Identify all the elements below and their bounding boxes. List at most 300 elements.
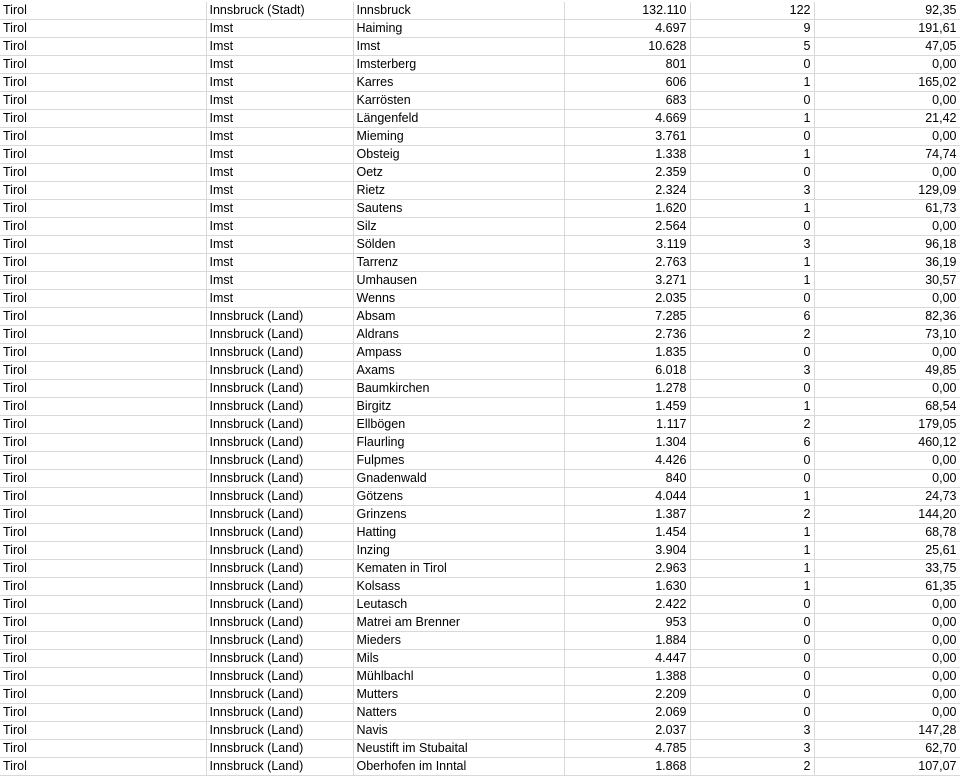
table-row: [0, 452, 960, 470]
cell-district[interactable]: Innsbruck (Land): [206, 614, 353, 632]
cell-district[interactable]: Innsbruck (Land): [206, 542, 353, 560]
cell-district[interactable]: Innsbruck (Land): [206, 524, 353, 542]
cell-incidence[interactable]: 33,75: [814, 560, 960, 578]
cell-state[interactable]: Tirol: [0, 164, 206, 182]
cell-incidence[interactable]: 74,74: [814, 146, 960, 164]
cell-district[interactable]: Imst: [206, 200, 353, 218]
table-row: [0, 74, 960, 92]
cell-state[interactable]: Tirol: [0, 398, 206, 416]
cell-municipality[interactable]: Mils: [353, 650, 564, 668]
cell-cases[interactable]: 0: [690, 704, 814, 722]
table-row: [0, 398, 960, 416]
cell-population[interactable]: 2.037: [564, 722, 690, 740]
cell-municipality[interactable]: Ampass: [353, 344, 564, 362]
table-row: [0, 146, 960, 164]
cell-municipality[interactable]: Götzens: [353, 488, 564, 506]
cell-population[interactable]: 2.763: [564, 254, 690, 272]
table-row: [0, 488, 960, 506]
cell-state[interactable]: Tirol: [0, 668, 206, 686]
cell-incidence[interactable]: 24,73: [814, 488, 960, 506]
cell-district[interactable]: Imst: [206, 272, 353, 290]
cell-municipality[interactable]: Absam: [353, 308, 564, 326]
cell-state[interactable]: Tirol: [0, 200, 206, 218]
cell-district[interactable]: Innsbruck (Land): [206, 740, 353, 758]
cell-district[interactable]: Imst: [206, 128, 353, 146]
cell-incidence[interactable]: 0,00: [814, 470, 960, 488]
cell-state[interactable]: Tirol: [0, 704, 206, 722]
cell-district[interactable]: Innsbruck (Land): [206, 650, 353, 668]
cell-population[interactable]: 1.884: [564, 632, 690, 650]
cell-incidence[interactable]: 21,42: [814, 110, 960, 128]
cell-cases[interactable]: 0: [690, 668, 814, 686]
cell-population[interactable]: 2.422: [564, 596, 690, 614]
cell-population[interactable]: 1.387: [564, 506, 690, 524]
cell-state[interactable]: Tirol: [0, 524, 206, 542]
cell-cases[interactable]: 1: [690, 254, 814, 272]
cell-cases[interactable]: 1: [690, 560, 814, 578]
cell-incidence[interactable]: 68,54: [814, 398, 960, 416]
cell-district[interactable]: Innsbruck (Land): [206, 632, 353, 650]
table-row: [0, 110, 960, 128]
cell-state[interactable]: Tirol: [0, 20, 206, 38]
cell-district[interactable]: Innsbruck (Land): [206, 416, 353, 434]
cell-district[interactable]: Imst: [206, 254, 353, 272]
cell-state[interactable]: Tirol: [0, 488, 206, 506]
cell-cases[interactable]: 2: [690, 506, 814, 524]
cell-population[interactable]: 6.018: [564, 362, 690, 380]
cell-district[interactable]: Innsbruck (Stadt): [206, 2, 353, 20]
cell-state[interactable]: Tirol: [0, 38, 206, 56]
cell-population[interactable]: 1.459: [564, 398, 690, 416]
cell-municipality[interactable]: Innsbruck: [353, 2, 564, 20]
table-row: [0, 740, 960, 758]
cell-cases[interactable]: 1: [690, 74, 814, 92]
cell-municipality[interactable]: Imsterberg: [353, 56, 564, 74]
cell-incidence[interactable]: 61,73: [814, 200, 960, 218]
cell-district[interactable]: Imst: [206, 20, 353, 38]
table-row: [0, 596, 960, 614]
cell-cases[interactable]: 1: [690, 398, 814, 416]
cell-cases[interactable]: 2: [690, 758, 814, 776]
cell-population[interactable]: 2.035: [564, 290, 690, 308]
cell-cases[interactable]: 3: [690, 236, 814, 254]
cell-district[interactable]: Innsbruck (Land): [206, 380, 353, 398]
cell-cases[interactable]: 1: [690, 272, 814, 290]
cell-district[interactable]: Innsbruck (Land): [206, 470, 353, 488]
cell-state[interactable]: Tirol: [0, 542, 206, 560]
cell-district[interactable]: Imst: [206, 56, 353, 74]
cell-state[interactable]: Tirol: [0, 632, 206, 650]
cell-incidence[interactable]: 73,10: [814, 326, 960, 344]
cell-state[interactable]: Tirol: [0, 2, 206, 20]
cell-cases[interactable]: 1: [690, 488, 814, 506]
cell-incidence[interactable]: 0,00: [814, 56, 960, 74]
cell-cases[interactable]: 1: [690, 200, 814, 218]
cell-incidence[interactable]: 36,19: [814, 254, 960, 272]
cell-municipality[interactable]: Ellbögen: [353, 416, 564, 434]
cell-population[interactable]: 4.044: [564, 488, 690, 506]
cell-municipality[interactable]: Wenns: [353, 290, 564, 308]
cell-cases[interactable]: 1: [690, 110, 814, 128]
cell-cases[interactable]: 0: [690, 56, 814, 74]
cell-district[interactable]: Innsbruck (Land): [206, 452, 353, 470]
cell-district[interactable]: Imst: [206, 236, 353, 254]
cell-district[interactable]: Imst: [206, 146, 353, 164]
cell-district[interactable]: Innsbruck (Land): [206, 326, 353, 344]
table-row: [0, 20, 960, 38]
cell-state[interactable]: Tirol: [0, 434, 206, 452]
cell-municipality[interactable]: Oetz: [353, 164, 564, 182]
cell-municipality[interactable]: Birgitz: [353, 398, 564, 416]
cell-municipality[interactable]: Aldrans: [353, 326, 564, 344]
cell-population[interactable]: 3.904: [564, 542, 690, 560]
cell-population[interactable]: 1.630: [564, 578, 690, 596]
cell-district[interactable]: Innsbruck (Land): [206, 488, 353, 506]
cell-state[interactable]: Tirol: [0, 290, 206, 308]
cell-cases[interactable]: 0: [690, 686, 814, 704]
cell-population[interactable]: 606: [564, 74, 690, 92]
cell-state[interactable]: Tirol: [0, 218, 206, 236]
cell-cases[interactable]: 0: [690, 470, 814, 488]
cell-incidence[interactable]: 0,00: [814, 92, 960, 110]
cell-municipality[interactable]: Gnadenwald: [353, 470, 564, 488]
cell-incidence[interactable]: 191,61: [814, 20, 960, 38]
table-row: [0, 308, 960, 326]
table-row: [0, 182, 960, 200]
cell-population[interactable]: 4.447: [564, 650, 690, 668]
cell-municipality[interactable]: Karrösten: [353, 92, 564, 110]
table-row: [0, 128, 960, 146]
cell-district[interactable]: Imst: [206, 92, 353, 110]
cell-incidence[interactable]: 179,05: [814, 416, 960, 434]
cell-state[interactable]: Tirol: [0, 740, 206, 758]
cell-cases[interactable]: 0: [690, 650, 814, 668]
cell-incidence[interactable]: 0,00: [814, 452, 960, 470]
cell-district[interactable]: Innsbruck (Land): [206, 596, 353, 614]
table-row: [0, 632, 960, 650]
cell-incidence[interactable]: 0,00: [814, 380, 960, 398]
cell-incidence[interactable]: 0,00: [814, 686, 960, 704]
table-row: [0, 704, 960, 722]
cell-population[interactable]: 2.324: [564, 182, 690, 200]
cell-incidence[interactable]: 47,05: [814, 38, 960, 56]
cell-population[interactable]: 953: [564, 614, 690, 632]
sheet-body: [0, 2, 960, 776]
cell-population[interactable]: 4.669: [564, 110, 690, 128]
cell-state[interactable]: Tirol: [0, 110, 206, 128]
cell-municipality[interactable]: Rietz: [353, 182, 564, 200]
cell-incidence[interactable]: 0,00: [814, 596, 960, 614]
cell-district[interactable]: Innsbruck (Land): [206, 758, 353, 776]
cell-cases[interactable]: 1: [690, 524, 814, 542]
cell-municipality[interactable]: Umhausen: [353, 272, 564, 290]
table-row: [0, 2, 960, 20]
cell-population[interactable]: 4.426: [564, 452, 690, 470]
table-row: [0, 200, 960, 218]
cell-cases[interactable]: 0: [690, 218, 814, 236]
cell-municipality[interactable]: Sautens: [353, 200, 564, 218]
table-row: [0, 614, 960, 632]
cell-municipality[interactable]: Leutasch: [353, 596, 564, 614]
cell-state[interactable]: Tirol: [0, 272, 206, 290]
cell-municipality[interactable]: Oberhofen im Inntal: [353, 758, 564, 776]
cell-district[interactable]: Innsbruck (Land): [206, 722, 353, 740]
cell-cases[interactable]: 0: [690, 128, 814, 146]
cell-state[interactable]: Tirol: [0, 686, 206, 704]
cell-population[interactable]: 1.454: [564, 524, 690, 542]
cell-state[interactable]: Tirol: [0, 146, 206, 164]
cell-municipality[interactable]: Matrei am Brenner: [353, 614, 564, 632]
cell-incidence[interactable]: 129,09: [814, 182, 960, 200]
cell-incidence[interactable]: 0,00: [814, 704, 960, 722]
cell-cases[interactable]: 6: [690, 434, 814, 452]
cell-state[interactable]: Tirol: [0, 128, 206, 146]
table-row: [0, 434, 960, 452]
cell-cases[interactable]: 0: [690, 380, 814, 398]
cell-incidence[interactable]: 0,00: [814, 128, 960, 146]
cell-population[interactable]: 4.785: [564, 740, 690, 758]
cell-cases[interactable]: 5: [690, 38, 814, 56]
table-row: [0, 722, 960, 740]
cell-incidence[interactable]: 0,00: [814, 614, 960, 632]
cell-cases[interactable]: 3: [690, 362, 814, 380]
table-row: [0, 38, 960, 56]
table-row: [0, 470, 960, 488]
cell-state[interactable]: Tirol: [0, 416, 206, 434]
cell-municipality[interactable]: Hatting: [353, 524, 564, 542]
cell-state[interactable]: Tirol: [0, 650, 206, 668]
cell-district[interactable]: Innsbruck (Land): [206, 434, 353, 452]
cell-municipality[interactable]: Neustift im Stubaital: [353, 740, 564, 758]
cell-state[interactable]: Tirol: [0, 758, 206, 776]
cell-municipality[interactable]: Mieders: [353, 632, 564, 650]
cell-population[interactable]: 2.736: [564, 326, 690, 344]
cell-incidence[interactable]: 30,57: [814, 272, 960, 290]
cell-state[interactable]: Tirol: [0, 326, 206, 344]
table-row: [0, 290, 960, 308]
cell-population[interactable]: 683: [564, 92, 690, 110]
cell-district[interactable]: Imst: [206, 182, 353, 200]
cell-municipality[interactable]: Navis: [353, 722, 564, 740]
cell-district[interactable]: Innsbruck (Land): [206, 506, 353, 524]
cell-cases[interactable]: 0: [690, 92, 814, 110]
cell-municipality[interactable]: Haiming: [353, 20, 564, 38]
cell-municipality[interactable]: Axams: [353, 362, 564, 380]
cell-population[interactable]: 840: [564, 470, 690, 488]
table-row: [0, 524, 960, 542]
table-row: [0, 236, 960, 254]
table-row: [0, 542, 960, 560]
table-row: [0, 560, 960, 578]
cell-incidence[interactable]: 0,00: [814, 668, 960, 686]
cell-incidence[interactable]: 62,70: [814, 740, 960, 758]
cell-state[interactable]: Tirol: [0, 182, 206, 200]
cell-population[interactable]: 2.963: [564, 560, 690, 578]
cell-municipality[interactable]: Inzing: [353, 542, 564, 560]
cell-incidence[interactable]: 68,78: [814, 524, 960, 542]
cell-district[interactable]: Innsbruck (Land): [206, 308, 353, 326]
cell-cases[interactable]: 0: [690, 290, 814, 308]
cell-cases[interactable]: 1: [690, 542, 814, 560]
cell-state[interactable]: Tirol: [0, 92, 206, 110]
cell-cases[interactable]: 2: [690, 326, 814, 344]
table-row: [0, 578, 960, 596]
table-row: [0, 758, 960, 776]
cell-municipality[interactable]: Tarrenz: [353, 254, 564, 272]
cell-state[interactable]: Tirol: [0, 236, 206, 254]
cell-state[interactable]: Tirol: [0, 470, 206, 488]
cell-district[interactable]: Innsbruck (Land): [206, 578, 353, 596]
cell-state[interactable]: Tirol: [0, 578, 206, 596]
cell-state[interactable]: Tirol: [0, 560, 206, 578]
cell-incidence[interactable]: 165,02: [814, 74, 960, 92]
cell-district[interactable]: Innsbruck (Land): [206, 560, 353, 578]
cell-district[interactable]: Imst: [206, 38, 353, 56]
cell-population[interactable]: 2.359: [564, 164, 690, 182]
cell-municipality[interactable]: Silz: [353, 218, 564, 236]
cell-municipality[interactable]: Mühlbachl: [353, 668, 564, 686]
cell-state[interactable]: Tirol: [0, 362, 206, 380]
cell-incidence[interactable]: 0,00: [814, 164, 960, 182]
cell-municipality[interactable]: Längenfeld: [353, 110, 564, 128]
cell-population[interactable]: 1.338: [564, 146, 690, 164]
cell-cases[interactable]: 3: [690, 740, 814, 758]
cell-state[interactable]: Tirol: [0, 722, 206, 740]
cell-cases[interactable]: 0: [690, 164, 814, 182]
cell-population[interactable]: 2.209: [564, 686, 690, 704]
cell-district[interactable]: Imst: [206, 164, 353, 182]
table-row: [0, 254, 960, 272]
cell-population[interactable]: 1.388: [564, 668, 690, 686]
table-row: [0, 326, 960, 344]
cell-incidence[interactable]: 0,00: [814, 218, 960, 236]
cell-population[interactable]: 3.119: [564, 236, 690, 254]
cell-incidence[interactable]: 460,12: [814, 434, 960, 452]
table-row: [0, 92, 960, 110]
cell-incidence[interactable]: 0,00: [814, 632, 960, 650]
table-row: [0, 218, 960, 236]
cell-population[interactable]: 1.868: [564, 758, 690, 776]
cell-incidence[interactable]: 107,07: [814, 758, 960, 776]
cell-district[interactable]: Imst: [206, 218, 353, 236]
cell-population[interactable]: 2.564: [564, 218, 690, 236]
cell-district[interactable]: Imst: [206, 290, 353, 308]
cell-municipality[interactable]: Kolsass: [353, 578, 564, 596]
cell-municipality[interactable]: Karres: [353, 74, 564, 92]
table-row: [0, 272, 960, 290]
cell-population[interactable]: 2.069: [564, 704, 690, 722]
cell-district[interactable]: Innsbruck (Land): [206, 398, 353, 416]
cell-state[interactable]: Tirol: [0, 380, 206, 398]
cell-municipality[interactable]: Imst: [353, 38, 564, 56]
cell-district[interactable]: Innsbruck (Land): [206, 704, 353, 722]
cell-state[interactable]: Tirol: [0, 614, 206, 632]
cell-cases[interactable]: 122: [690, 2, 814, 20]
cell-state[interactable]: Tirol: [0, 308, 206, 326]
cell-municipality[interactable]: Baumkirchen: [353, 380, 564, 398]
cell-cases[interactable]: 1: [690, 578, 814, 596]
cell-incidence[interactable]: 92,35: [814, 2, 960, 20]
cell-municipality[interactable]: Obsteig: [353, 146, 564, 164]
cell-municipality[interactable]: Natters: [353, 704, 564, 722]
cell-state[interactable]: Tirol: [0, 344, 206, 362]
cell-population[interactable]: 7.285: [564, 308, 690, 326]
cell-population[interactable]: 3.271: [564, 272, 690, 290]
cell-state[interactable]: Tirol: [0, 254, 206, 272]
cell-incidence[interactable]: 61,35: [814, 578, 960, 596]
cell-cases[interactable]: 0: [690, 452, 814, 470]
cell-district[interactable]: Imst: [206, 74, 353, 92]
cell-incidence[interactable]: 96,18: [814, 236, 960, 254]
cell-incidence[interactable]: 82,36: [814, 308, 960, 326]
cell-cases[interactable]: 0: [690, 596, 814, 614]
cell-population[interactable]: 4.697: [564, 20, 690, 38]
cell-municipality[interactable]: Grinzens: [353, 506, 564, 524]
cell-municipality[interactable]: Mieming: [353, 128, 564, 146]
cell-district[interactable]: Innsbruck (Land): [206, 344, 353, 362]
cell-population[interactable]: 132.110: [564, 2, 690, 20]
cell-district[interactable]: Innsbruck (Land): [206, 362, 353, 380]
cell-population[interactable]: 3.761: [564, 128, 690, 146]
cell-cases[interactable]: 3: [690, 182, 814, 200]
cell-incidence[interactable]: 0,00: [814, 650, 960, 668]
cell-cases[interactable]: 0: [690, 344, 814, 362]
cell-population[interactable]: 1.835: [564, 344, 690, 362]
cell-incidence[interactable]: 49,85: [814, 362, 960, 380]
table-row: [0, 164, 960, 182]
table-row: [0, 344, 960, 362]
cell-municipality[interactable]: Mutters: [353, 686, 564, 704]
cell-population[interactable]: 1.117: [564, 416, 690, 434]
cell-cases[interactable]: 6: [690, 308, 814, 326]
cell-municipality[interactable]: Flaurling: [353, 434, 564, 452]
table-row: [0, 416, 960, 434]
cell-incidence[interactable]: 0,00: [814, 344, 960, 362]
cell-district[interactable]: Innsbruck (Land): [206, 668, 353, 686]
cell-municipality[interactable]: Kematen in Tirol: [353, 560, 564, 578]
cell-municipality[interactable]: Fulpmes: [353, 452, 564, 470]
cell-cases[interactable]: 0: [690, 632, 814, 650]
cell-cases[interactable]: 9: [690, 20, 814, 38]
cell-state[interactable]: Tirol: [0, 74, 206, 92]
cell-incidence[interactable]: 25,61: [814, 542, 960, 560]
cell-incidence[interactable]: 147,28: [814, 722, 960, 740]
cell-cases[interactable]: 3: [690, 722, 814, 740]
cell-state[interactable]: Tirol: [0, 452, 206, 470]
cell-municipality[interactable]: Sölden: [353, 236, 564, 254]
cell-incidence[interactable]: 144,20: [814, 506, 960, 524]
cell-district[interactable]: Innsbruck (Land): [206, 686, 353, 704]
cell-population[interactable]: 1.278: [564, 380, 690, 398]
table-row: [0, 686, 960, 704]
cell-district[interactable]: Imst: [206, 110, 353, 128]
cell-state[interactable]: Tirol: [0, 506, 206, 524]
table-row: [0, 56, 960, 74]
table-row: [0, 506, 960, 524]
table-row: [0, 668, 960, 686]
cell-cases[interactable]: 2: [690, 416, 814, 434]
cell-state[interactable]: Tirol: [0, 596, 206, 614]
cell-population[interactable]: 1.620: [564, 200, 690, 218]
cell-population[interactable]: 801: [564, 56, 690, 74]
cell-population[interactable]: 10.628: [564, 38, 690, 56]
cell-cases[interactable]: 1: [690, 146, 814, 164]
cell-population[interactable]: 1.304: [564, 434, 690, 452]
table-row: [0, 380, 960, 398]
cell-incidence[interactable]: 0,00: [814, 290, 960, 308]
cell-cases[interactable]: 0: [690, 614, 814, 632]
cell-state[interactable]: Tirol: [0, 56, 206, 74]
